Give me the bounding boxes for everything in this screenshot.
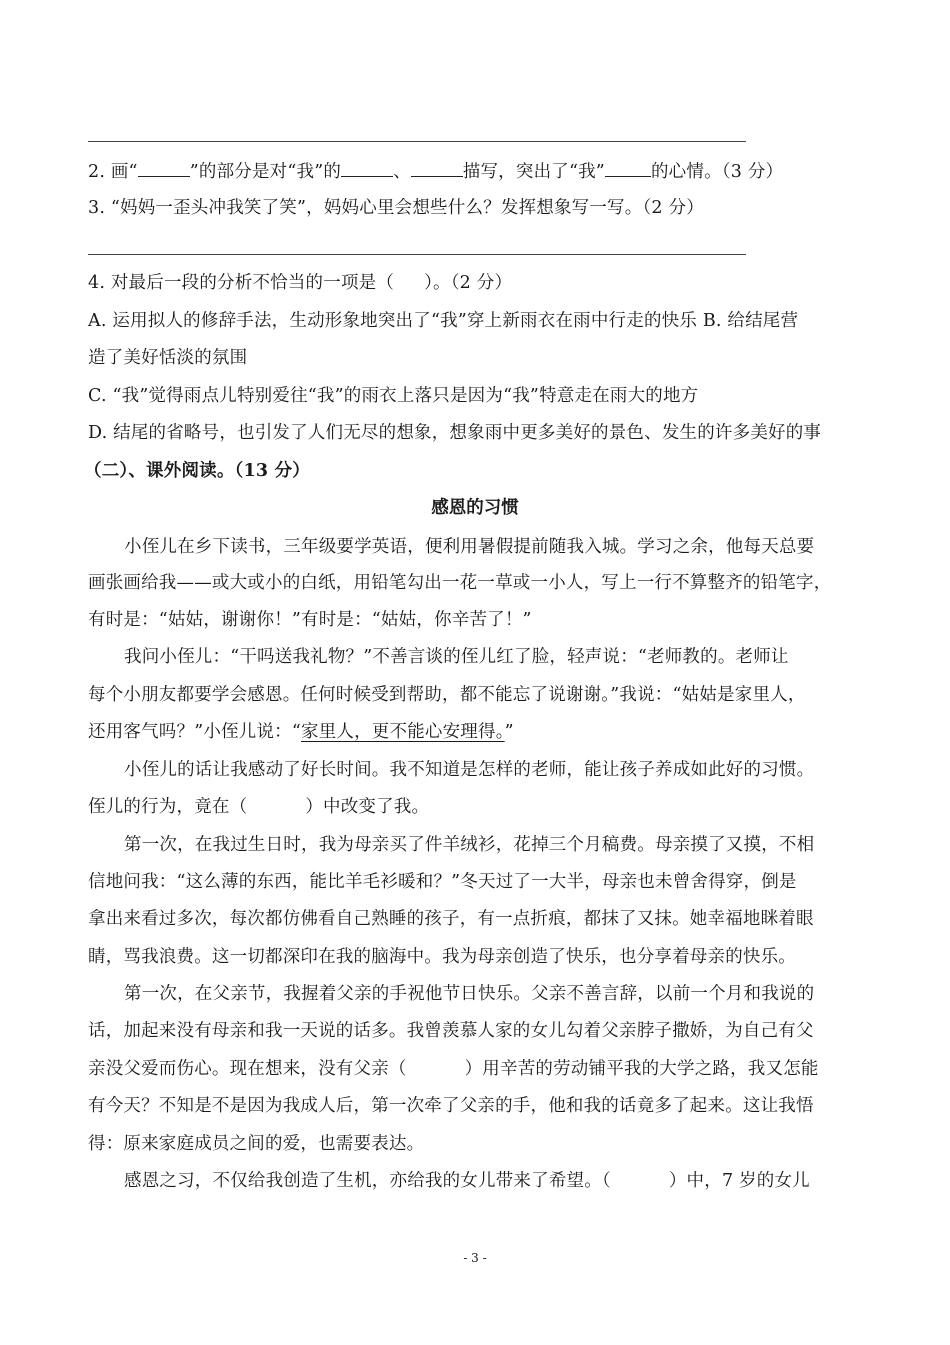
- paragraph-line: 小侄儿在乡下读书，三年级要学英语，便利用暑假提前随我入城。学习之余，他每天总要: [124, 537, 815, 557]
- blank: [605, 158, 651, 177]
- paragraph-line: 侄儿的行为，竟在（ ）中改变了我。: [88, 797, 430, 817]
- question-3: 3. “妈妈一歪头冲我笑了笑”，妈妈心里会想些什么？发挥想象写一写。（2 分）: [88, 198, 704, 218]
- paragraph-line: 小侄儿的话让我感动了好长时间。我不知道是怎样的老师，能让孩子养成如此好的习惯。: [124, 760, 815, 780]
- option-c: C. “我”觉得雨点儿特别爱往“我”的雨衣上落只是因为“我”特意走在雨大的地方: [88, 386, 699, 406]
- paragraph-line: 有今天？不知是不是因为我成人后，第一次牵了父亲的手，他和我的话竟多了起来。这让我悟: [88, 1096, 814, 1116]
- paragraph-line: 拿出来看过多次，每次都仿佛看自己熟睡的孩子，有一点折痕，都抹了又抹。她幸福地眯着眼: [88, 909, 814, 929]
- option-a: A. 运用拟人的修辞手法，生动形象地突出了“我”穿上新雨衣在雨中行走的快乐 B. 给结尾营: [88, 311, 799, 331]
- passage-title: 感恩的习惯: [431, 498, 519, 518]
- paragraph-line: 还用客气吗？”小侄儿说：“家里人，更不能心安理得。”: [88, 722, 514, 742]
- paragraph-line: 我问小侄儿：“干吗送我礼物？”不善言谈的侄儿红了脸，轻声说：“老师教的。老师让: [124, 647, 789, 667]
- answer-line-1: [88, 141, 746, 142]
- blank: [341, 158, 393, 177]
- paragraph-line: 亲没父爱而伤心。现在想来，没有父亲（ ）用辛苦的劳动铺平我的大学之路，我又怎能: [88, 1059, 819, 1079]
- paragraph-line: 第一次，在父亲节，我握着父亲的手祝他节日快乐。父亲不善言辞，以前一个月和我说的: [124, 984, 815, 1004]
- option-d: D. 结尾的省略号，也引发了人们无尽的想象，想象雨中更多美好的景色、发生的许多美好的事: [88, 423, 822, 443]
- paragraph-line: 有时是：“姑姑，谢谢你！”有时是：“姑姑，你辛苦了！”: [88, 610, 532, 630]
- paragraph-line: 得：原来家庭成员之间的爱，也需要表达。: [88, 1134, 425, 1154]
- option-a-cont: 造了美好恬淡的氛围: [88, 348, 248, 368]
- blank: [138, 158, 190, 177]
- paragraph-line: 信地问我：“这么薄的东西，能比羊毛衫暖和？”冬天过了一大半，母亲也未曾舍得穿，倒是: [88, 872, 797, 892]
- question-2: 2. 画“ ”的部分是对“我”的 、 描写，突出了“我” 的心情。（3 分）: [88, 158, 783, 185]
- page-number: - 3 -: [463, 1251, 487, 1265]
- underlined-sentence: 家里人，更不能心安理得。: [301, 722, 505, 742]
- section-heading: （二）、课外阅读。（13 分）: [84, 461, 310, 481]
- blank: [411, 158, 463, 177]
- paragraph-line: 画张画给我——或大或小的白纸，用铅笔勾出一花一草或一小人，写上一行不算整齐的铅笔字，: [88, 573, 832, 593]
- paragraph-line: 每个小朋友都要学会感恩。任何时候受到帮助，都不能忘了说谢谢。”我说：“姑姑是家里人，: [88, 685, 806, 705]
- paragraph-line: 感恩之习，不仅给我创造了生机，亦给我的女儿带来了希望。（ ）中，7 岁的女儿: [124, 1171, 810, 1191]
- paragraph-line: 睛，骂我浪费。这一切都深印在我的脑海中。我为母亲创造了快乐，也分享着母亲的快乐。: [88, 947, 796, 967]
- paragraph-line: 话，加起来没有母亲和我一天说的话多。我曾羡慕人家的女儿勾着父亲脖子撒娇，为自己有父: [88, 1021, 814, 1041]
- question-4: 4. 对最后一段的分析不恰当的一项是（ ）。（2 分）: [88, 273, 513, 293]
- answer-line-2: [88, 254, 746, 255]
- paragraph-line: 第一次，在我过生日时，我为母亲买了件羊绒衫，花掉三个月稿费。母亲摸了又摸，不相: [124, 835, 815, 855]
